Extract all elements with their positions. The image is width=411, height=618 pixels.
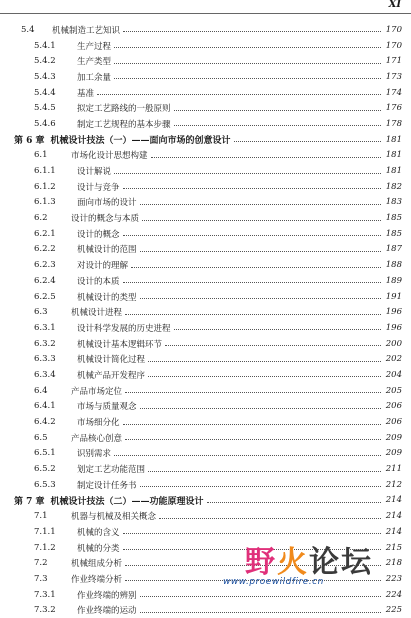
toc-entry-row [0,163,411,179]
toc-dot-leader [123,533,381,534]
toc-entry-title: 机械组成分析 [71,559,123,570]
toc-dot-leader [131,267,381,268]
toc-dot-leader [97,94,381,95]
toc-entry-number: 6.4 [34,385,48,396]
toc-entry-number: 5.4 [21,24,35,35]
toc-page-number: 214 [385,526,402,537]
toc-entry-row [0,602,411,618]
toc-entry-number: 第 6 章 [14,136,45,147]
toc-dot-leader [125,392,381,393]
toc-entry-title: 市场细分化 [77,418,120,429]
toc-entry-row [0,461,411,477]
toc-dot-leader [140,298,381,299]
toc-entry-number: 6.3.2 [34,338,56,349]
toc-entry-title: 作业终端的辨别 [77,590,137,601]
toc-page-number: 205 [385,385,402,396]
toc-page-number: 176 [385,103,402,114]
toc-entry-row [0,477,411,493]
toc-entry-row [0,210,411,226]
toc-entry-row [0,116,411,132]
toc-entry-number: 5.4.1 [34,40,56,51]
toc-entry-title: 机械设计技法（一）——面向市场的创意设计 [50,136,231,147]
toc-entry-title: 机械设计技法（二）——功能原理设计 [50,496,204,507]
toc-entry-number: 6.5.2 [34,464,56,475]
toc-page-number: 191 [385,291,402,302]
toc-entry-number: 6.5.1 [34,448,56,459]
toc-page-number: 204 [385,369,402,380]
page-number: XI [388,0,401,10]
toc-entry-title: 面向市场的设计 [77,198,137,209]
toc-entry-row [0,242,411,258]
toc-page-number: 196 [385,322,402,333]
toc-entry-row [0,38,411,54]
toc-entry-number: 6.2.1 [34,228,56,239]
toc-dot-leader [140,204,381,205]
watermark-char-luntan: 论坛 [309,545,373,580]
toc-entry-title: 基准 [77,88,95,99]
toc-entry-row [0,304,411,320]
toc-entry-number: 6.5.3 [34,479,56,490]
toc-page-number: 214 [385,495,402,506]
toc-page-number: 185 [385,213,402,224]
toc-entry-row [0,226,411,242]
toc-page-number: 212 [385,479,402,490]
toc-entry-row [0,85,411,101]
toc-entry-number: 6.5 [34,432,48,443]
toc-entry-title: 作业终端的运动 [77,606,137,617]
watermark-char-ye: 野 [245,545,277,580]
toc-entry-row [0,367,411,383]
toc-entry-number: 6.4.2 [34,417,56,428]
toc-page-number: 173 [385,71,402,82]
toc-entry-title: 对设计的理解 [77,261,129,272]
toc-entry-title: 生产类型 [77,57,112,68]
toc-entry-number: 7.3.1 [34,589,56,600]
toc-entry-title: 制定工艺规程的基本步骤 [77,119,171,130]
toc-page-number: 209 [385,448,402,459]
toc-entry-number: 7.1.1 [34,526,56,537]
toc-entry-number: 6.1.3 [34,197,56,208]
header-rule [0,13,411,14]
toc-page-number: 196 [385,307,402,318]
toc-dot-leader [151,157,381,158]
toc-entry-number: 6.3 [34,307,48,318]
toc-page-number: 200 [385,338,402,349]
toc-page-number: 223 [385,573,402,584]
toc-entry-title: 设计解说 [77,167,112,178]
toc-dot-leader [140,408,381,409]
toc-entry-number: 5.4.2 [34,56,56,67]
toc-dot-leader [114,455,381,456]
toc-page-number: 182 [385,181,402,192]
toc-page-number: 170 [385,24,402,35]
toc-entry-title: 设计与竞争 [77,182,120,193]
toc-entry-number: 7.1 [34,511,48,522]
toc-entry-number: 7.1.2 [34,542,56,553]
watermark-char-huo: 火 [277,545,309,580]
toc-entry-row [0,53,411,69]
toc-dot-leader [123,424,381,425]
toc-entry-number: 7.3 [34,573,48,584]
toc-entry-title: 加工余量 [77,72,112,83]
toc-dot-leader [123,31,381,32]
toc-entry-row [0,148,411,164]
toc-entry-row [0,383,411,399]
forum-watermark [215,537,405,597]
toc-entry-row [0,508,411,524]
toc-entry-title: 机械制造工艺知识 [52,25,121,36]
toc-page-number: 170 [385,40,402,51]
toc-dot-leader [114,63,381,64]
toc-page-number: 183 [385,197,402,208]
toc-entry-title: 机械设计简化过程 [77,355,146,366]
toc-entry-title: 机械的分类 [77,543,120,554]
toc-dot-leader [125,439,381,440]
toc-entry-row [0,100,411,116]
toc-dot-leader [148,471,381,472]
toc-entry-row [0,430,411,446]
toc-entry-row [0,22,411,38]
toc-dot-leader [140,612,381,613]
toc-entry-row [0,446,411,462]
toc-dot-leader [140,486,381,487]
watermark-logo [245,537,373,581]
toc-page-number: 185 [385,228,402,239]
toc-page-number: 188 [385,260,402,271]
toc-page-number: 181 [385,134,402,145]
toc-dot-leader [207,502,381,503]
toc-entry-row [0,257,411,273]
toc-entry-number: 5.4.3 [34,71,56,82]
toc-entry-title: 设计的概念 [77,229,120,240]
toc-dot-leader [148,361,381,362]
toc-entry-title: 制定设计任务书 [77,480,137,491]
toc-entry-number: 6.3.1 [34,322,56,333]
toc-entry-row [0,289,411,305]
toc-page-number: 218 [385,558,402,569]
toc-page-number: 178 [385,118,402,129]
toc-entry-title: 机械设计的范围 [77,245,137,256]
toc-page-number: 189 [385,275,402,286]
toc-dot-leader [142,220,381,221]
toc-dot-leader [234,141,381,142]
toc-dot-leader [140,251,381,252]
toc-page-number: 187 [385,244,402,255]
toc-entry-number: 5.4.6 [34,118,56,129]
toc-entry-title: 产品市场定位 [71,386,123,397]
toc-entry-title: 设计的本质 [77,276,120,287]
toc-entry-title: 划定工艺功能范围 [77,465,146,476]
toc-dot-leader [123,188,381,189]
toc-page-number: 202 [385,354,402,365]
toc-page-number: 174 [385,87,402,98]
toc-dot-leader [174,125,381,126]
toc-entry-number: 7.3.2 [34,605,56,616]
toc-dot-leader [165,345,381,346]
page-header [0,0,411,14]
toc-entry-number: 5.4.5 [34,103,56,114]
toc-entry-row [0,351,411,367]
toc-entry-title: 机械设计基本逻辑环节 [77,339,163,350]
toc-dot-leader [125,314,381,315]
toc-entry-row [0,195,411,211]
toc-dot-leader [114,78,381,79]
toc-dot-leader [174,110,381,111]
toc-entry-title: 产品核心创意 [71,433,123,444]
toc-entry-title: 设计的概念与本质 [71,214,140,225]
toc-entry-number: 6.2.4 [34,275,56,286]
toc-entry-row [0,273,411,289]
toc-page-number: 211 [385,464,402,475]
toc-dot-leader [159,518,381,519]
toc-entry-number: 6.1.2 [34,181,56,192]
toc-dot-leader [123,235,381,236]
toc-chapter-row [0,132,411,148]
toc-page-number: 206 [385,417,402,428]
toc-dot-leader [114,47,381,48]
toc-entry-number: 6.2.3 [34,260,56,271]
toc-entry-title: 设计科学发展的历史进程 [77,323,171,334]
toc-entry-row [0,414,411,430]
toc-entry-number: 6.3.3 [34,354,56,365]
toc-entry-title: 机械产品开发程序 [77,370,146,381]
toc-entry-title: 机械的含义 [77,527,120,538]
toc-dot-leader [174,329,381,330]
toc-entry-row [0,69,411,85]
toc-dot-leader [123,282,381,283]
toc-dot-leader [114,173,381,174]
toc-page-number: 181 [385,166,402,177]
toc-entry-title: 市场化设计思想构建 [71,151,148,162]
toc-page-number: 214 [385,511,402,522]
toc-page-number: 215 [385,542,402,553]
toc-chapter-row [0,493,411,509]
toc-entry-number: 5.4.4 [34,87,56,98]
toc-entry-number: 6.2.2 [34,244,56,255]
toc-entry-row [0,179,411,195]
toc-entry-row [0,320,411,336]
toc-dot-leader [148,376,381,377]
toc-entry-row [0,336,411,352]
toc-entry-number: 6.1.1 [34,166,56,177]
table-of-contents [0,22,411,618]
toc-entry-title: 识别需求 [77,449,112,460]
toc-entry-number: 6.3.4 [34,369,56,380]
toc-page-number: 209 [385,432,402,443]
toc-entry-title: 作业终端分析 [71,574,123,585]
toc-entry-title: 机械设计进程 [71,308,123,319]
toc-entry-number: 6.4.1 [34,401,56,412]
toc-entry-row [0,399,411,415]
toc-entry-number: 6.1 [34,150,48,161]
toc-page-number: 171 [385,56,402,67]
toc-entry-number: 6.2 [34,213,48,224]
toc-entry-title: 机器与机械及相关概念 [71,512,157,523]
toc-entry-title: 拟定工艺路线的一般原则 [77,104,171,115]
toc-page-number: 224 [385,589,402,600]
toc-page-number: 181 [385,150,402,161]
toc-entry-number: 6.2.5 [34,291,56,302]
toc-entry-number: 7.2 [34,558,48,569]
toc-page-number: 225 [385,605,402,616]
toc-entry-title: 机械设计的类型 [77,292,137,303]
toc-entry-title: 市场与质量观念 [77,402,137,413]
toc-entry-number: 第 7 章 [14,496,45,507]
toc-page-number: 206 [385,401,402,412]
watermark-url: www.proewildfire.cn [223,577,324,587]
toc-entry-title: 生产过程 [77,41,112,52]
